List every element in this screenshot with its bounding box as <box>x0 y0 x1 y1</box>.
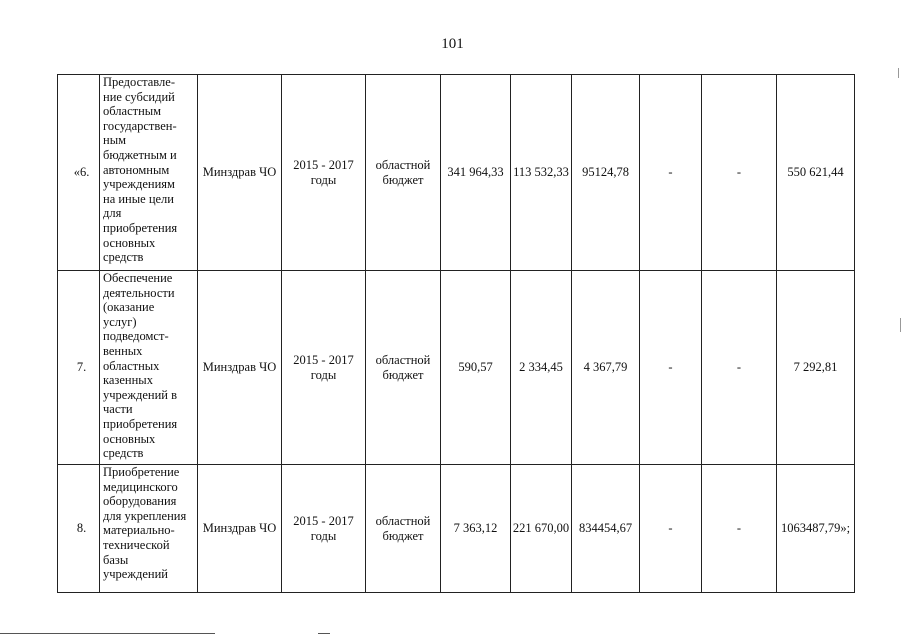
cell-value-2019: - <box>702 465 777 593</box>
table-row <box>58 271 855 465</box>
cell-funding-source: областной бюджет <box>366 271 441 465</box>
scan-mark <box>318 633 330 634</box>
cell-value-2018: - <box>640 271 702 465</box>
cell-total: 7 292,81 <box>777 271 855 465</box>
cell-period: 2015 - 2017 годы <box>282 75 366 271</box>
cell-value-2017: 834454,67 <box>572 465 640 593</box>
cell-value-2018: - <box>640 75 702 271</box>
cell-event-name: Предоставле- ние субсидий областным государствен- ным бюджетным и автономным учреждениям на иные цели для приобретения основных средств <box>100 75 198 271</box>
footnote-rule <box>0 633 215 634</box>
cell-value-2018: - <box>640 465 702 593</box>
cell-executor: Минздрав ЧО <box>198 271 282 465</box>
cell-executor: Минздрав ЧО <box>198 75 282 271</box>
cell-value-2015: 341 964,33 <box>441 75 511 271</box>
cell-value-2017: 4 367,79 <box>572 271 640 465</box>
cell-number: 7. <box>58 271 100 465</box>
cell-executor: Минздрав ЧО <box>198 465 282 593</box>
cell-value-2015: 7 363,12 <box>441 465 511 593</box>
cell-funding-source: областной бюджет <box>366 75 441 271</box>
cell-event-name: Приобретение медицинского оборудования для укрепления материально- технической базы учреждений <box>100 465 198 593</box>
table-row <box>58 75 855 271</box>
page-number: 101 <box>441 36 464 52</box>
cell-period: 2015 - 2017 годы <box>282 465 366 593</box>
cell-total: 550 621,44 <box>777 75 855 271</box>
cell-value-2019: - <box>702 75 777 271</box>
cell-funding-source: областной бюджет <box>366 465 441 593</box>
cell-value-2017: 95124,78 <box>572 75 640 271</box>
cell-number: 8. <box>58 465 100 593</box>
table-row <box>58 465 855 593</box>
cell-value-2016: 113 532,33 <box>511 75 572 271</box>
cell-period: 2015 - 2017 годы <box>282 271 366 465</box>
cell-total: 1063487,79»; <box>777 465 855 593</box>
budget-table <box>57 74 855 593</box>
cell-number: «6. <box>58 75 100 271</box>
scan-speck <box>900 318 901 332</box>
scan-speck <box>898 68 899 78</box>
cell-value-2016: 221 670,00 <box>511 465 572 593</box>
cell-value-2016: 2 334,45 <box>511 271 572 465</box>
cell-value-2015: 590,57 <box>441 271 511 465</box>
cell-value-2019: - <box>702 271 777 465</box>
cell-event-name: Обеспечение деятельности (оказание услуг) подведомст- венных областных казенных учреждений в части приобретения основных средств <box>100 271 198 465</box>
